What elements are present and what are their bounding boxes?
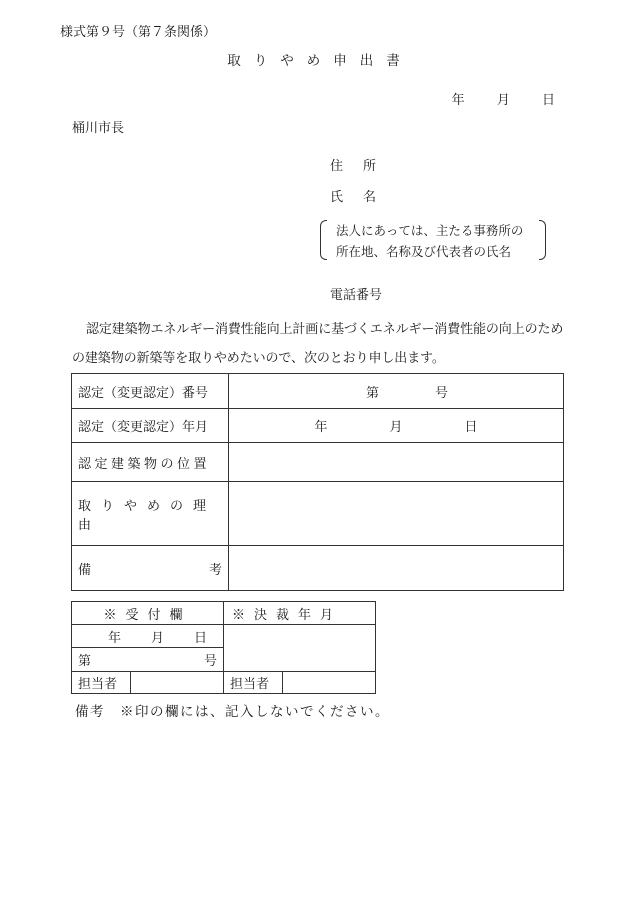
decision-staff-field[interactable] xyxy=(283,672,376,694)
decision-header: ※決裁年月 xyxy=(224,602,376,625)
body-text: 認定建築物エネルギー消費性能向上計画に基づくエネルギー消費性能の向上のための建築物の新築等を取りやめたいので、次のとおり申し出ます。 xyxy=(72,322,564,366)
remarks-field[interactable] xyxy=(229,546,564,591)
cert-number-field[interactable] xyxy=(229,374,564,409)
footer-note: 備考 ※印の欄には、記入しないでください。 xyxy=(75,704,390,720)
table-row xyxy=(72,546,564,591)
application-table xyxy=(71,373,564,591)
remarks-label-a: 備 xyxy=(78,562,92,578)
note-line-1: 法人にあっては、主たる事務所の xyxy=(336,223,524,238)
name-label: 氏名 xyxy=(330,190,397,205)
cert-date-field[interactable] xyxy=(229,409,564,443)
table-row xyxy=(72,625,376,648)
reception-date-day: 日 xyxy=(193,630,207,646)
reception-header: ※受付欄 xyxy=(72,602,224,625)
reception-number-cell[interactable] xyxy=(72,648,224,672)
building-location-label: 認定建築物の位置 xyxy=(72,443,229,482)
remarks-label xyxy=(72,546,229,591)
cert-number-label: 認定（変更認定）番号 xyxy=(72,374,229,409)
remarks-label-b: 考 xyxy=(208,562,222,578)
date-day-label: 日 xyxy=(541,93,555,108)
date-month-label: 月 xyxy=(496,93,510,108)
cert-number-prefix: 第 xyxy=(365,385,379,401)
cert-date-year: 年 xyxy=(314,420,328,435)
reception-date-cell[interactable] xyxy=(72,625,224,648)
cert-number-suffix: 号 xyxy=(435,385,449,401)
reception-number-prefix: 第 xyxy=(78,654,92,669)
addressee: 桶川市長 xyxy=(72,121,125,136)
cert-date-month: 月 xyxy=(389,420,403,435)
reception-staff-field[interactable] xyxy=(131,672,224,694)
decision-staff-label: 担当者 xyxy=(224,672,283,694)
table-row xyxy=(72,672,376,694)
table-row xyxy=(72,374,564,409)
withdrawal-reason-label: 取りやめの理由 xyxy=(72,482,229,546)
cert-date-label: 認定（変更認定）年月 xyxy=(72,409,229,443)
table-row xyxy=(72,602,376,625)
document-title: 取りやめ申出書 xyxy=(227,53,413,69)
cert-date-day: 日 xyxy=(464,420,478,435)
reception-date-month: 月 xyxy=(150,630,164,646)
left-bracket xyxy=(320,220,327,260)
form-number: 様式第９号（第７条関係） xyxy=(60,25,217,40)
decision-cell[interactable] xyxy=(224,625,376,672)
date-line xyxy=(424,89,555,108)
address-label: 住所 xyxy=(330,159,397,174)
reception-date-year: 年 xyxy=(107,630,121,646)
corporation-note xyxy=(320,220,546,260)
note-line-2: 所在地、名称及び代表者の氏名 xyxy=(336,244,512,259)
date-year-label: 年 xyxy=(451,93,465,108)
reception-staff-label: 担当者 xyxy=(72,672,131,694)
right-bracket xyxy=(539,220,546,260)
withdrawal-reason-field[interactable] xyxy=(229,482,564,546)
building-location-field[interactable] xyxy=(229,443,564,482)
table-row xyxy=(72,482,564,546)
phone-label: 電話番号 xyxy=(330,288,383,303)
table-row xyxy=(72,409,564,443)
reception-number-suffix: 号 xyxy=(203,654,217,669)
receipt-table xyxy=(71,601,376,694)
table-row xyxy=(72,443,564,482)
